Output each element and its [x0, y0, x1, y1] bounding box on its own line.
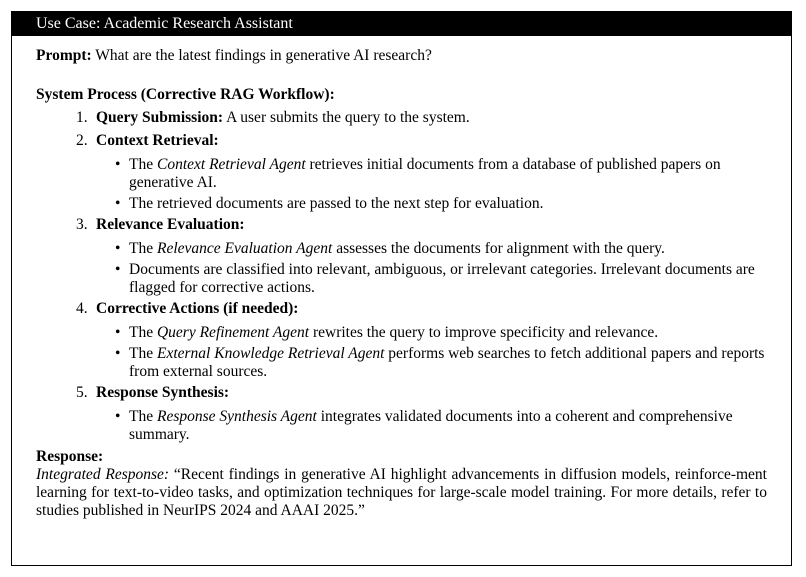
prompt-label: Prompt: [36, 47, 92, 64]
bullet-item: • Documents are classified into relevant, ambiguous, or irrelevant categories. Irrelevant documents are flagged for corrective actions. [115, 261, 755, 296]
step-title: Response Synthesis: [96, 384, 230, 401]
step-number: 4. [76, 300, 88, 317]
step-number: 1. [76, 109, 88, 126]
system-process-title: System Process (Corrective RAG Workflow): [36, 86, 335, 103]
step-title: Context Retrieval: [96, 132, 219, 149]
bullet-item: • The External Knowledge Retrieval Agent performs web searches to fetch additional papers and reports from external sources. [115, 345, 765, 380]
bullet-item: • The Relevance Evaluation Agent assesses the documents for alignment with the query. [115, 240, 665, 257]
bullet-list [96, 156, 767, 213]
step-item [36, 216, 767, 297]
bullet-glyph: • [115, 324, 121, 341]
step-number: 3. [76, 216, 88, 233]
step-title: Query Submission: [96, 109, 224, 126]
bullet-list [96, 240, 767, 297]
bullet-item: • The Response Synthesis Agent integrates validated documents into a coherent and comprehensive summary. [115, 408, 733, 443]
bullet-item: • The retrieved documents are passed to the next step for evaluation. [115, 195, 544, 212]
bullet-list [96, 408, 767, 444]
step-item [36, 132, 767, 213]
step-title: Corrective Actions (if needed): [96, 300, 299, 317]
agent-name: Response Synthesis Agent [156, 408, 317, 425]
bullet-glyph: • [115, 345, 121, 362]
bullet-glyph: • [115, 195, 121, 212]
response-text: “Recent findings in generative AI highlight advancements in diffusion models, reinforce-ment learning for text-to-video tasks, and optimization techniques for large-scale model training. For more details, refer to studies published in NeurIPS 2024 and AAAI 2025.” [36, 466, 767, 519]
response-title: Response: [36, 448, 104, 465]
bullet-glyph: • [115, 261, 121, 278]
step-title: Relevance Evaluation: [96, 216, 245, 233]
step-item [36, 300, 767, 381]
step-item [36, 109, 767, 127]
bullet-glyph: • [115, 408, 121, 425]
bullet-glyph: • [115, 240, 121, 257]
step-number: 5. [76, 384, 88, 401]
agent-name: Context Retrieval Agent [156, 156, 306, 173]
agent-name: Query Refinement Agent [156, 324, 310, 341]
step-number: 2. [76, 132, 88, 149]
prompt-text: What are the latest findings in generative AI research? [91, 47, 432, 64]
use-case-header: Use Case: Academic Research Assistant [12, 12, 791, 36]
bullet-item: • The Context Retrieval Agent retrieves initial documents from a database of published papers on generative AI. [115, 156, 721, 191]
agent-name: External Knowledge Retrieval Agent [156, 345, 385, 362]
use-case-content [12, 47, 791, 520]
step-list [36, 109, 767, 444]
step-item [36, 384, 767, 444]
agent-name: Relevance Evaluation Agent [156, 240, 333, 257]
bullet-item: • The Query Refinement Agent rewrites the query to improve specificity and relevance. [115, 324, 659, 341]
response-label: Integrated Response: [36, 466, 170, 483]
bullet-list [96, 324, 767, 381]
prompt-line [36, 47, 767, 65]
use-case-box [11, 11, 792, 566]
step-text: A user submits the query to the system. [223, 109, 470, 126]
bullet-glyph: • [115, 156, 121, 173]
response-body [36, 466, 767, 520]
